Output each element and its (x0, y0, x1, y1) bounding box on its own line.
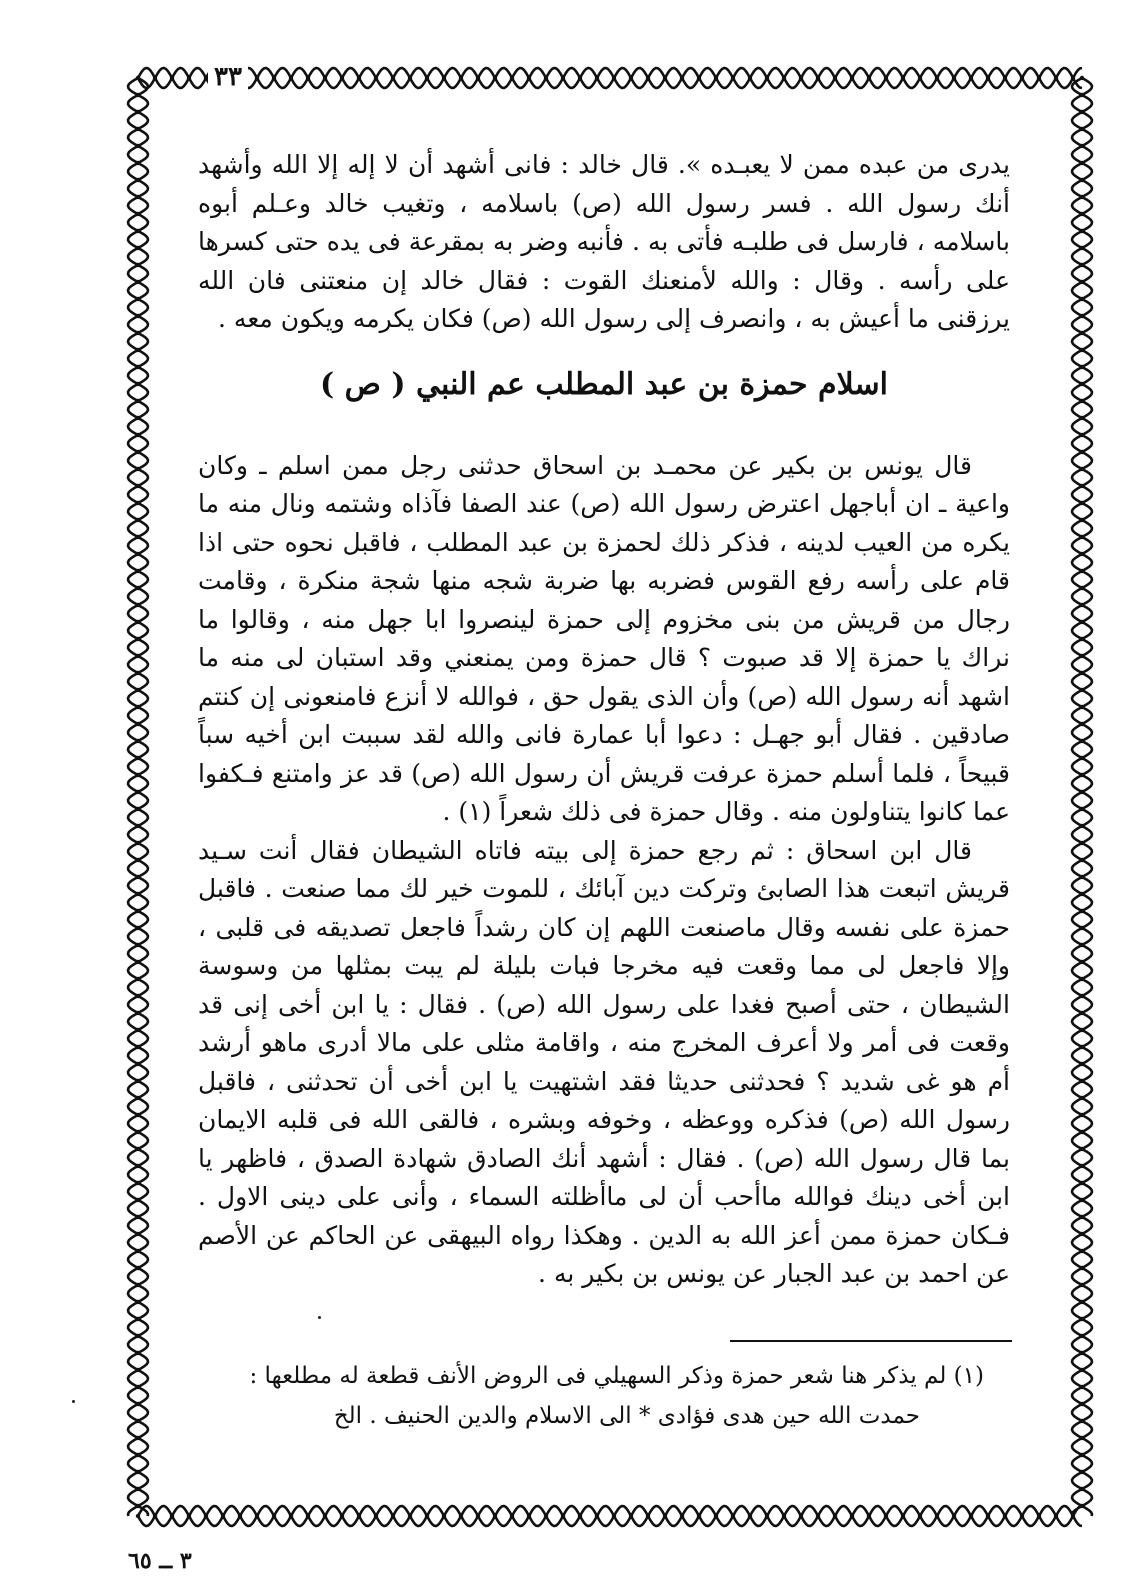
footnotes (198, 1356, 1010, 1436)
footnote-1: (١) لم يذكر هنا شعر حمزة وذكر السهيلي فى الروض الأنف قطعة له مطلعها : (249, 1363, 984, 1389)
page-body (198, 146, 1010, 1294)
paragraph-1: قال يونس بن بكير عن محمـد بن اسحاق حدثنى رجل ممن اسلم ـ وكان واعية ـ ان أباجهل اعترض رسول الله (ص) عند الصفا فآذاه وشتمه ونال منه ما يكره من العيب لدينه ، فذكر ذلك لحمزة بن عبد المطلب ، فاقبل نحوه حتى اذا قام على رأسه رفع القوس فضربه بها ضربة شجه منها شجة منكرة ، وقامت رجال من قريش من بنى مخزوم إلى حمزة لينصروا ابا جهل منه ، وقالوا ما نراك يا حمزة إلا قد صبوت ؟ قال حمزة ومن يمنعني وقد استبان لى منه ما اشهد أنه رسول الله (ص) وأن الذى يقول حق ، فوالله لا أنزع فامنعونى إن كنتم صادقين . فقال أبو جهـل : دعوا أبا عمارة فانى والله لقد سببت ابن أخيه سباً قبيحاً ، فلما أسلم حمزة عرفت قريش أن رسول الله (ص) قد عز وامتنع فـكفوا عما كانوا يتناولون منه . وقال حمزة فى ذلك شعراً (١) . (198, 450, 1010, 826)
footnote-divider (730, 1340, 1012, 1342)
ink-speck (318, 1316, 321, 1319)
footnote-verse: حمدت الله حين هدى فؤادى * الى الاسلام والدين الحنيف . الخ (333, 1403, 920, 1429)
signature-mark: ٣ ــ ٦٥ (128, 1548, 192, 1574)
page-number: ٣٣ (208, 62, 248, 92)
paragraph-2: قال ابن اسحاق : ثم رجع حمزة إلى بيته فاتاه الشيطان فقال أنت سـيد قريش اتبعت هذا الصابئ وتركت دين آبائك ، للموت خير لك مما صنعت . فاقبل حمزة على نفسه وقال ماصنعت اللهم إن كان رشداً فاجعل تصديقه فى قلبى ، وإلا فاجعل لى مما وقعت فيه مخرجا فبات بليلة لم يبت بمثلها من وسوسة الشيطان ، حتى أصبح فغدا على رسول الله (ص) . فقال : يا ابن أخى إنى قد وقعت فى أمر ولا أعرف المخرج منه ، واقامة مثلى على مالا أدرى ماهو أرشد أم هو غى شديد ؟ فحدثنى حديثا فقد اشتهيت يا ابن أخى أن تحدثنى ، فاقبل رسول الله (ص) فذكره ووعظه ، وخوفه وبشره ، فالقى الله فى قلبه الايمان بما قال رسول الله (ص) . فقال : أشهد أنك الصادق شهادة الصدق ، فاظهر يا ابن أخى دينك فوالله ماأحب أن لى ماأظلته السماء ، وأنى على دينى الاول . فـكان حمزة ممن أعز الله به الدين . وهكذا رواه البيهقى عن الحاكم عن الأصم عن احمد بن عبد الجبار عن يونس بن بكير به . (198, 835, 1010, 1288)
section-title: اسلام حمزة بن عبد المطلب عم النبي ( ص ) (320, 366, 888, 402)
top-paragraph: يدرى من عبده ممن لا يعبـده ». قال خالد : فانى أشهد أن لا إله إلا الله وأشهد أنك رسول الله . فسر رسول الله (ص) باسلامه ، وتغيب خالد وعـلم أبوه باسلامه ، فارسل فى طلبـه فأتى به . فأنبه وضر به بمقرعة فى يده حتى كسرها على رأسه . وقال : والله لأمنعنك القوت : فقال خالد إن منعتنى فان الله يرزقنى ما أعيش به ، وانصرف إلى رسول الله (ص) فكان يكرمه ويكون معه . (198, 150, 1010, 333)
ink-speck (72, 1400, 75, 1403)
